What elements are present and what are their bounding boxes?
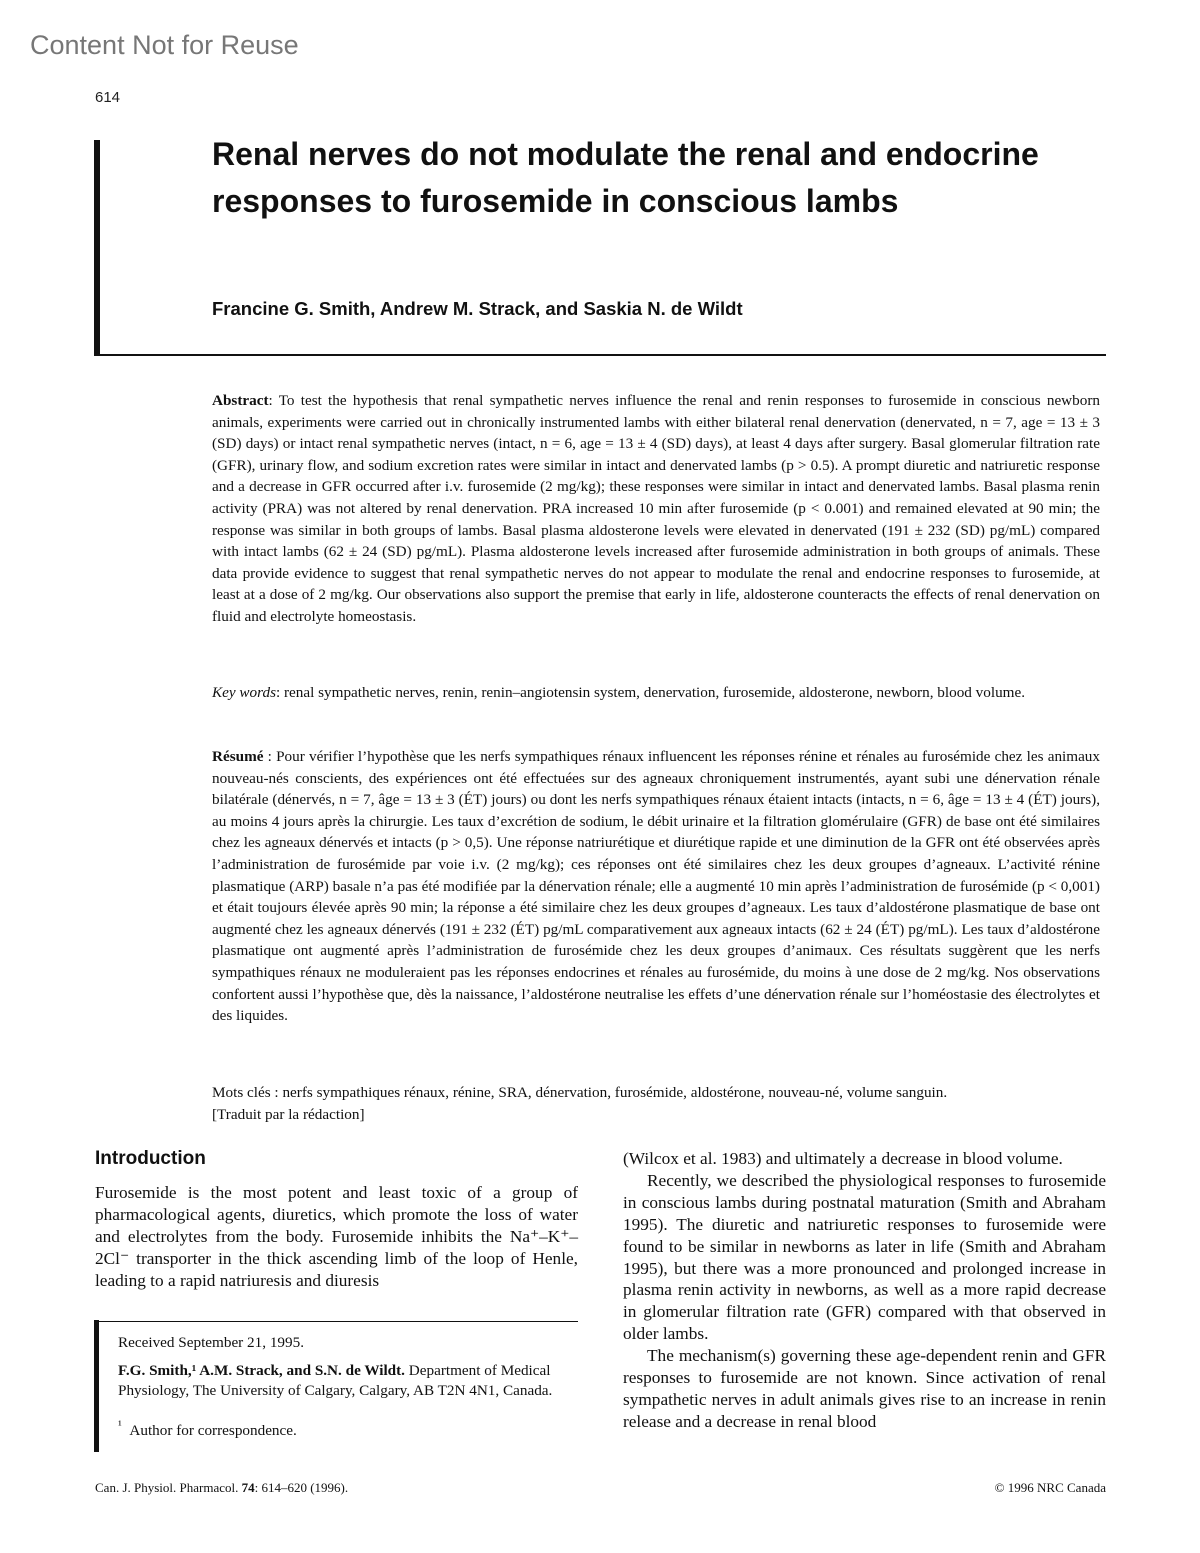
footnote-text: Author for correspondence. <box>129 1422 297 1440</box>
translation-note: [Traduit par la rédaction] <box>212 1105 365 1123</box>
introduction-heading: Introduction <box>95 1148 206 1169</box>
affiliation <box>118 1361 558 1401</box>
mots-cles <box>212 1082 1100 1125</box>
intro-paragraph: The mechanism(s) governing these age-dependent renin and GFR responses to furosemide are not known. Since activation of renal sympathetic nerves in adult animals gives rise to an increase in renin release and a decrease in renal blood <box>623 1346 1106 1431</box>
mots-cles-text: Mots clés : nerfs sympathiques rénaux, rénine, SRA, dénervation, furosémide, aldostérone, nouveau-né, volume sanguin. <box>212 1084 948 1101</box>
keywords-text: : renal sympathetic nerves, renin, renin–angiotensin system, denervation, furosemide, aldosterone, newborn, blood volume. <box>275 684 1026 701</box>
received-box <box>118 1333 558 1449</box>
affiliation-authors: F.G. Smith,¹ A.M. Strack, and S.N. de Wildt. <box>118 1362 405 1379</box>
keywords-label: Key words <box>212 684 276 701</box>
citation-pages: : 614–620 (1996). <box>254 1480 349 1495</box>
footnote-mark: ¹ <box>118 1418 122 1432</box>
abstract-label: Abstract <box>212 392 269 409</box>
left-column <box>95 1182 578 1292</box>
resume-label: Résumé <box>212 748 264 765</box>
watermark: Content Not for Reuse <box>30 30 299 60</box>
article-title: Renal nerves do not modulate the renal and endocrine responses to furosemide in conscious lambs <box>212 136 1039 219</box>
footnote <box>118 1415 558 1441</box>
resume <box>212 746 1100 1027</box>
intro-paragraph: Furosemide is the most potent and least toxic of a group of pharmacological agents, diuretics, which promote the loss of water and electrolytes from the body. Furosemide inhibits the Na⁺–K⁺–2Cl⁻ transporter in the thick ascending limb of the loop of Henle, leading to a rapid natriuresis and diuresis <box>95 1183 578 1290</box>
abstract <box>212 390 1100 628</box>
citation-volume: 74 <box>241 1480 255 1495</box>
received-box-rule <box>94 1321 578 1322</box>
received-box-bar <box>94 1320 99 1452</box>
right-column <box>623 1148 1106 1433</box>
author-list: Francine G. Smith, Andrew M. Strack, and Saskia N. de Wildt <box>212 298 743 319</box>
affiliation-text: Department of Medical Physiology, The University of Calgary, Calgary, AB T2N 4N1, Canada. <box>118 1362 553 1399</box>
abstract-text: : To test the hypothesis that renal sympathetic nerves influence the renal and renin responses to furosemide in conscious newborn animals, experiments were carried out in chronically instrumented lambs with either bilateral renal denervation (denervated, n = 7, age = 13 ± 3 (SD) days) or intact renal sympathetic nerves (intact, n = 6, age = 13 ± 4 (SD) days), at least 4 days after surgery. Basal glomerular filtration rate (GFR), urinary flow, and sodium excretion rates were similar in intact and denervated lambs (p > 0.5). A prompt diuretic and natriuretic response and a decrease in GFR occurred after i.v. furosemide (2 mg/kg); these responses were similar in intact and denervated lambs. Basal plasma renin activity (PRA) was not altered by renal denervation. PRA increased 10 min after furosemide (p < 0.001) and remained elevated at 90 min; the response was similar in both groups of lambs. Basal plasma aldosterone levels were elevated in denervated (191 ± 232 (SD) pg/mL) compared with intact lambs (62 ± 24 (SD) pg/mL). Plasma aldosterone levels increased after furosemide administration in both groups of animals. These data provide evidence to suggest that renal sympathetic nerves do not appear to modulate the renal and endocrine responses to furosemide, at least at a dose of 2 mg/kg. Our observations also support the premise that early in life, aldosterone counteracts the effects of renal denervation on fluid and electrolyte homeostasis. <box>212 392 1100 625</box>
copyright: © 1996 NRC Canada <box>994 1480 1106 1495</box>
resume-text: : Pour vérifier l’hypothèse que les nerfs sympathiques rénaux influencent les réponses rénine et rénales au furosémide chez les animaux nouveau-nés conscients, des expériences ont été effectuées sur des agneaux chroniquement instrumentés, ayant subi une dénervation rénale bilatérale (dénervés, n = 7, âge = 13 ± 3 (ÉT) jours) ou dont les nerfs sympathiques rénaux étaient intacts (intacts, n = 6, âge = 13 ± 4 (ÉT) jours), au moins 4 jours après la chirurgie. Les taux d’excrétion de sodium, le débit urinaire et la filtration glomérulaire (GFR) de base ont été similaires chez les agneaux dénervés et intacts (p > 0,5). Une réponse natriurétique et diurétique rapide et une diminution de la GFR ont été observées après l’administration de furosémide par voie i.v. (2 mg/kg); ces réponses ont été similaires chez les deux groupes d’agneaux. L’activité rénine plasmatique (ARP) basale n’a pas été modifiée par la dénervation rénale; elle a augmenté 10 min après l’administration de furosémide (p < 0,001) et était toujours élevée après 90 min; la réponse a été similaire chez les deux groupes d’agneaux. Les taux d’aldostérone plasmatique de base ont augmenté chez les agneaux dénervés (191 ± 232 (ÉT) pg/mL comparativement aux agneaux intacts (62 ± 24 (ÉT) pg/mL). Les taux d’aldostérone plasmatique ont augmenté après l’administration de furosémide chez les deux groupes d’animaux. Ces résultats suggèrent que les nerfs sympathiques rénaux ne moduleraient pas les réponses endocrines et rénales au furosémide, du moins à une dose de 2 mg/kg. Nos observations confortent aussi l’hypothèse que, dès la naissance, l’aldostérone neutralise les effets d’une dénervation rénale sur l’homéostasie des électrolytes et des liquides. <box>212 748 1100 1025</box>
intro-paragraph: Recently, we described the physiological responses to furosemide in conscious lambs during postnatal maturation (Smith and Abraham 1995). The diuretic and natriuretic responses to furosemide were found to be similar in newborns as later in life (Smith and Abraham 1995), but there was a more pronounced and prolonged increase in plasma renin activity in newborns, as well as a more rapid decrease in glomerular filtration rate (GFR) compared with that observed in older lambs. <box>623 1170 1106 1344</box>
header-divider <box>94 354 1106 356</box>
citation-journal: Can. J. Physiol. Pharmacol. <box>95 1480 242 1495</box>
title-side-bar <box>94 140 100 356</box>
intro-paragraph: (Wilcox et al. 1983) and ultimately a decrease in blood volume. <box>623 1149 1063 1168</box>
received-date: Received September 21, 1995. <box>118 1334 304 1351</box>
page-number: 614 <box>95 89 121 106</box>
journal-citation <box>95 1480 348 1496</box>
keywords <box>212 682 1100 704</box>
